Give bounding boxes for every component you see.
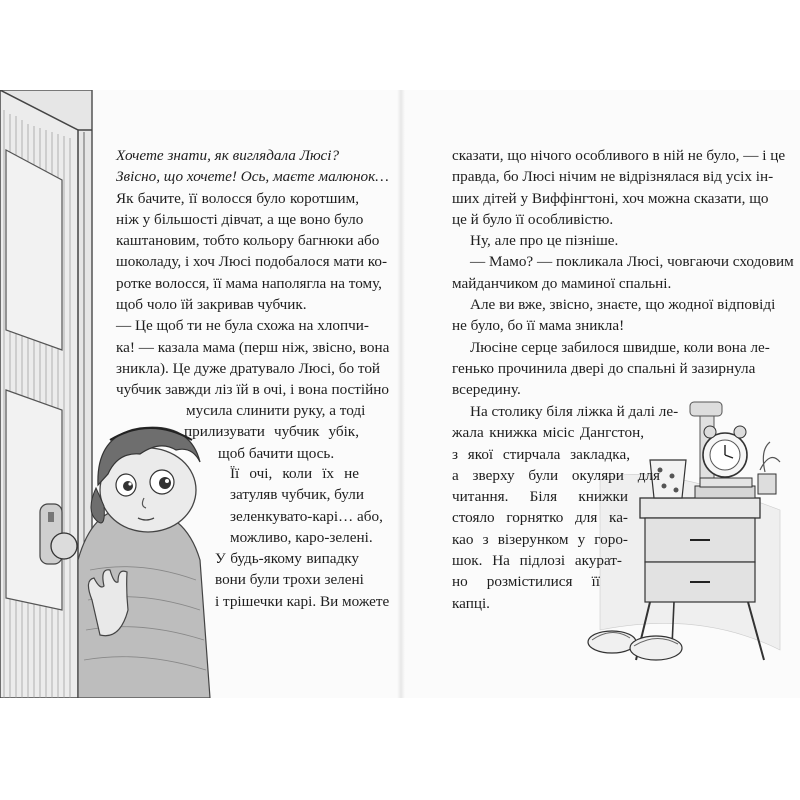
text-line: шок. На підлозі акурат- <box>452 552 622 570</box>
text-line: жала книжка місіс Дангстон, <box>452 424 644 442</box>
text-line: всередину. <box>452 381 521 399</box>
text-line: — Це щоб ти не була схожа на хлопчи- <box>116 317 369 335</box>
text-line: ніж у більшості дівчат, а ще воно було <box>116 210 364 228</box>
intro-line: Хочете знати, як виглядала Люсі? <box>116 147 340 164</box>
left-page-text <box>116 145 390 401</box>
text-line: чубчик завжди ліз їй в очі, і вона постійно <box>116 381 389 399</box>
right-page-text <box>452 145 794 401</box>
text-line: затуляв чубчик, були <box>230 486 364 504</box>
text-line: Люсіне серце забилося швидше, коли вона ле- <box>470 338 770 356</box>
text-line: Як бачите, її волосся було коротшим, <box>116 189 359 207</box>
text-line: као з візерунком у горо- <box>452 530 628 548</box>
left-page-text-wrap-3 <box>215 548 390 612</box>
text-line: майданчиком до маминої спальні. <box>452 274 672 292</box>
text-line: каштановим, тобто кольору багнюки або <box>116 232 380 250</box>
text-line: а зверху були окуляри для <box>452 466 660 484</box>
text-line: капці. <box>452 594 490 612</box>
left-page-text-wrap-2 <box>230 463 383 548</box>
text-line: щоб чоло їй закривав чубчик. <box>116 296 307 314</box>
intro-line: Звісно, що хочете! Ось, маєте малюнок… <box>116 168 389 186</box>
text-line: вони були трохи зелені <box>215 571 364 589</box>
book-gutter <box>397 90 405 698</box>
left-page-text-wrap <box>184 400 366 464</box>
text-line: правда, бо Люсі нічим не відрізнялася від усіх ін- <box>452 168 774 186</box>
text-line: Але ви вже, звісно, знаєте, що жодної відповіді <box>470 296 776 314</box>
text-line: генько прочинила двері до спальні й зазирнула <box>452 359 756 377</box>
text-line: прилизувати чубчик убік, <box>184 423 359 441</box>
text-line: — Мамо? — покликала Люсі, човгаючи сходовим <box>470 253 794 271</box>
text-line: і трішечки карі. Ви можете <box>215 592 390 610</box>
text-line: На столику біля ліжка й далі ле- <box>470 403 679 420</box>
text-line: ших дітей у Виффінгтоні, хоч можна сказати, що <box>452 189 769 207</box>
text-line: можливо, каро-зелені. <box>230 528 373 546</box>
text-line: шоколаду, і хоч Люсі подобалося мати ко- <box>116 253 388 271</box>
text-line: стояло горнятко для ка- <box>452 509 628 527</box>
text-line: зникла). Це дуже дратувало Люсі, бо той <box>116 359 381 377</box>
text-line: з якої стирчала закладка, <box>452 445 630 463</box>
right-page-text-wrap <box>452 401 679 614</box>
text-line: щоб бачити щось. <box>218 444 335 462</box>
text-line: У будь-якому випадку <box>215 550 359 567</box>
text-line: зеленкувато-карі… або, <box>230 507 383 525</box>
text-line: читання. Біля книжки <box>452 488 628 506</box>
text-line: не було, бо її мама зникла! <box>452 317 625 335</box>
text-line: мусила слинити руку, а тоді <box>186 402 366 419</box>
text-line: Її очі, коли їх не <box>230 465 359 482</box>
book-spread <box>0 90 800 698</box>
text-line: но розмістилися її <box>452 573 600 591</box>
text-line: це й було її особливістю. <box>452 210 614 228</box>
text-line: сказати, що нічого особливого в ній не було, — і це <box>452 147 786 164</box>
text-line: ка! — казала мама (перш ніж, звісно, вона <box>116 338 390 356</box>
text-line: ротке волосся, її мама наполягла на тому, <box>116 274 382 292</box>
text-line: Ну, але про це пізніше. <box>470 232 619 250</box>
